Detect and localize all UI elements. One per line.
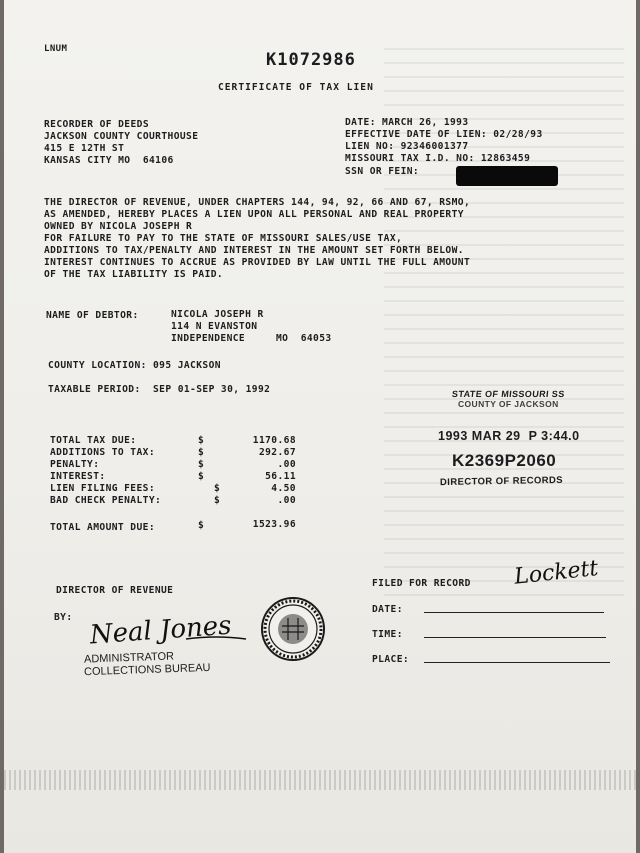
lien-certificate-page (4, 0, 636, 853)
body-line-6: INTEREST CONTINUES TO ACCRUE AS PROVIDED BY LAW UNTIL THE FULL AMOUNT (44, 257, 471, 268)
director-signature (86, 605, 256, 653)
body-line-7: OF THE TAX LIABILITY IS PAID. (44, 269, 224, 280)
amount-label-filing-fees: LIEN FILING FEES: (50, 483, 155, 494)
county-location: COUNTY LOCATION: 095 JACKSON (48, 360, 221, 371)
currency-symbol: $ (198, 520, 205, 531)
recorder-line-3: 415 E 12TH ST (44, 143, 125, 154)
amount-value-bad-check: .00 (277, 495, 296, 506)
stamp-state: STATE OF MISSOURI SS (451, 389, 566, 399)
time-label: TIME: (372, 629, 403, 640)
time-field-line (424, 637, 606, 638)
total-amount-value: 1523.96 (252, 519, 296, 530)
debtor-street: 114 N EVANSTON (171, 321, 258, 332)
initials-text: Lockett (513, 556, 600, 590)
total-amount-label: TOTAL AMOUNT DUE: (50, 522, 155, 533)
body-line-2: AS AMENDED, HEREBY PLACES A LIEN UPON ALL PERSONAL AND REAL PROPERTY (44, 209, 464, 220)
amount-value-filing-fees: 4.50 (271, 483, 296, 494)
currency-symbol: $ (198, 447, 205, 458)
date-label: DATE: (372, 604, 403, 615)
form-code: LNUM (44, 44, 68, 54)
place-field-line (424, 662, 610, 663)
amount-label-bad-check: BAD CHECK PENALTY: (50, 495, 162, 506)
amount-value-interest: 56.11 (265, 471, 296, 482)
collections-bureau-label: COLLECTIONS BUREAU (83, 661, 211, 679)
signature-text: Neal Jones (88, 610, 233, 651)
recorder-line-2: JACKSON COUNTY COURTHOUSE (44, 131, 199, 142)
stamp-datetime: 1993 MAR 29 P 3:44.0 (438, 429, 580, 443)
amount-label-additions: ADDITIONS TO TAX: (50, 447, 155, 458)
lien-date: DATE: MARCH 26, 1993 (345, 117, 469, 128)
debtor-label: NAME OF DEBTOR: (46, 310, 139, 321)
taxable-period: TAXABLE PERIOD: SEP 01-SEP 30, 1992 (48, 384, 271, 395)
amount-value-additions: 292.67 (258, 447, 296, 458)
amount-value-total-tax: 1170.68 (252, 435, 296, 446)
stamp-book-page: K2369P2060 (452, 451, 557, 470)
administrator-label: ADMINISTRATOR (83, 650, 175, 666)
currency-symbol: $ (214, 483, 221, 494)
currency-symbol: $ (198, 435, 205, 446)
body-line-1: THE DIRECTOR OF REVENUE, UNDER CHAPTERS 144, 94, 92, 66 AND 67, RSMO, (44, 197, 471, 208)
debtor-name: NICOLA JOSEPH R (171, 309, 264, 320)
amount-label-interest: INTEREST: (50, 471, 106, 482)
effective-date: EFFECTIVE DATE OF LIEN: 02/28/93 (345, 129, 543, 140)
currency-symbol: $ (214, 495, 221, 506)
currency-symbol: $ (198, 471, 205, 482)
ssn-label: SSN OR FEIN: (345, 166, 420, 177)
stamp-director-title: DIRECTOR OF RECORDS (439, 474, 564, 489)
body-line-3: OWNED BY NICOLA JOSEPH R (44, 221, 193, 232)
filed-initials (510, 552, 610, 592)
scanner-edge-noise (4, 770, 636, 790)
amount-label-penalty: PENALTY: (50, 459, 100, 470)
by-label: BY: (54, 612, 73, 623)
lien-number: LIEN NO: 92346001377 (345, 141, 469, 152)
debtor-city: INDEPENDENCE MO 64053 (171, 333, 332, 344)
body-line-4: FOR FAILURE TO PAY TO THE STATE OF MISSOURI SALES/USE TAX, (44, 233, 403, 244)
missouri-tax-id: MISSOURI TAX I.D. NO: 12863459 (345, 153, 531, 164)
certificate-number: K1072986 (266, 50, 356, 70)
place-label: PLACE: (372, 654, 410, 665)
amount-value-penalty: .00 (277, 459, 296, 470)
recorder-line-4: KANSAS CITY MO 64106 (44, 155, 174, 166)
filed-for-record-label: FILED FOR RECORD (372, 578, 471, 589)
state-seal-icon (260, 596, 326, 662)
stamp-county: COUNTY OF JACKSON (458, 399, 559, 409)
redaction-bar (456, 166, 558, 186)
document-title: CERTIFICATE OF TAX LIEN (218, 82, 374, 93)
body-line-5: ADDITIONS TO TAX/PENALTY AND INTEREST IN THE AMOUNT SET FORTH BELOW. (44, 245, 464, 256)
amount-label-total-tax: TOTAL TAX DUE: (50, 435, 137, 446)
date-field-line (424, 612, 604, 613)
recorder-line-1: RECORDER OF DEEDS (44, 119, 149, 130)
currency-symbol: $ (198, 459, 205, 470)
director-of-revenue-label: DIRECTOR OF REVENUE (56, 585, 174, 596)
